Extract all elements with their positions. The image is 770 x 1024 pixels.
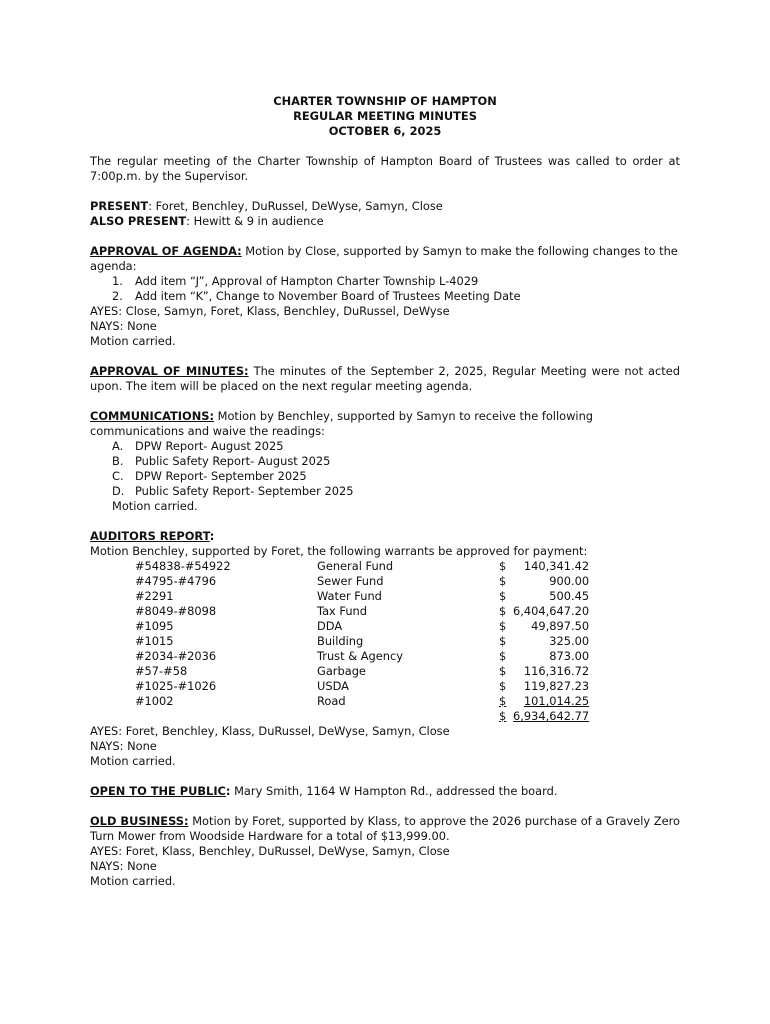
section-auditors (90, 529, 680, 769)
warrant-fund: Tax Fund (317, 604, 368, 618)
list-item (90, 469, 680, 484)
list-item-text: Public Safety Report- September 2025 (135, 484, 354, 498)
section-old-business (90, 814, 680, 889)
warrant-amount: 140,341.42 (523, 559, 590, 573)
auditors-heading-colon: : (209, 529, 215, 543)
currency-symbol: $ (499, 559, 507, 573)
total-currency-symbol: $ (499, 709, 507, 723)
agenda-text: Motion by Close, supported by Samyn to make the following changes to the agenda: (90, 244, 678, 273)
old-business-ayes: AYES: Foret, Klass, Benchley, DuRussel, DeWyse, Samyn, Close (90, 844, 450, 858)
communications-items (90, 439, 680, 499)
warrant-fund: USDA (317, 679, 349, 693)
present-value: : Foret, Benchley, DuRussel, DeWyse, Samyn, Close (148, 199, 443, 213)
currency-symbol: $ (499, 604, 507, 618)
section-communications (90, 409, 680, 514)
table-row (135, 619, 589, 634)
agenda-result: Motion carried. (90, 334, 176, 348)
list-item (90, 484, 680, 499)
communications-heading: COMMUNICATIONS: (90, 409, 215, 423)
warrant-fund: Garbage (317, 664, 366, 678)
minutes-paragraph (90, 364, 680, 394)
currency-symbol: $ (499, 574, 507, 588)
communications-result: Motion carried. (112, 499, 198, 513)
header-township: CHARTER TOWNSHIP OF HAMPTON (273, 94, 497, 108)
agenda-paragraph (90, 244, 680, 274)
auditors-ayes: AYES: Foret, Benchley, Klass, DuRussel, DeWyse, Samyn, Close (90, 724, 450, 738)
list-item-letter: B. (112, 454, 124, 468)
table-row (135, 589, 589, 604)
list-item-text: Public Safety Report- August 2025 (135, 454, 331, 468)
auditors-text: Motion Benchley, supported by Foret, the following warrants be approved for payment: (90, 544, 588, 558)
header-date: OCTOBER 6, 2025 (328, 124, 442, 138)
warrant-number: #4795-#4796 (135, 574, 217, 588)
warrant-number: #1015 (135, 634, 174, 648)
list-item (90, 454, 680, 469)
total-amount: 6,934,642.77 (513, 709, 590, 723)
table-row (135, 694, 589, 709)
table-row (135, 604, 589, 619)
currency-symbol: $ (499, 589, 507, 603)
intro-paragraph: The regular meeting of the Charter Township of Hampton Board of Trustees was called to order at 7:00p.m. by the Supervisor. (90, 154, 680, 183)
warrant-fund: Building (317, 634, 364, 648)
auditors-nays: NAYS: None (90, 739, 157, 753)
communications-paragraph (90, 409, 680, 439)
public-heading-colon: : (225, 784, 231, 798)
list-item-letter: A. (112, 439, 124, 453)
warrant-amount: 325.00 (549, 634, 590, 648)
currency-symbol: $ (499, 619, 507, 633)
old-business-result: Motion carried. (90, 874, 176, 888)
present-label: PRESENT (90, 199, 149, 213)
currency-symbol: $ (499, 664, 507, 678)
list-item-number: 1. (112, 274, 123, 288)
public-heading: OPEN TO THE PUBLIC (90, 784, 226, 798)
agenda-nays: NAYS: None (90, 319, 157, 333)
public-text: Mary Smith, 1164 W Hampton Rd., addressed the board. (230, 784, 558, 798)
warrant-number: #1025-#1026 (135, 679, 217, 693)
section-public (90, 784, 680, 799)
section-agenda (90, 244, 680, 349)
warrant-fund: Road (317, 694, 346, 708)
table-row (135, 559, 589, 574)
list-item-text: DPW Report- September 2025 (135, 469, 307, 483)
currency-symbol: $ (499, 679, 507, 693)
auditors-heading: AUDITORS REPORT (90, 529, 210, 543)
old-business-paragraph (90, 814, 680, 844)
warrant-number: #54838-#54922 (135, 559, 231, 573)
warrant-fund: General Fund (317, 559, 394, 573)
auditors-heading-line (90, 529, 680, 544)
present-line (90, 199, 680, 214)
list-item-text: DPW Report- August 2025 (135, 439, 284, 453)
also-present-line (90, 214, 680, 229)
also-present-label: ALSO PRESENT (90, 214, 187, 228)
warrant-amount: 116,316.72 (523, 664, 590, 678)
document-header (90, 94, 680, 139)
table-row (135, 664, 589, 679)
currency-symbol: $ (499, 634, 507, 648)
warrant-fund: DDA (317, 619, 343, 633)
warrant-number: #2034-#2036 (135, 649, 217, 663)
table-row (135, 574, 589, 589)
list-item-text: Add item “K”, Change to November Board of Trustees Meeting Date (135, 289, 521, 303)
list-item-letter: D. (112, 484, 125, 498)
warrant-fund: Sewer Fund (317, 574, 384, 588)
warrant-amount: 500.45 (549, 589, 590, 603)
old-business-heading: OLD BUSINESS: (90, 814, 189, 828)
list-item-letter: C. (112, 469, 124, 483)
warrant-number: #1095 (135, 619, 174, 633)
table-row (135, 649, 589, 664)
currency-symbol: $ (499, 649, 507, 663)
old-business-text: Motion by Foret, supported by Klass, to approve the 2026 purchase of a Gravely Zero Turn Mower from Woodside Hardware for a total of $13,999.00. (90, 814, 681, 843)
warrants-table (135, 559, 589, 724)
old-business-nays: NAYS: None (90, 859, 157, 873)
also-present-value: : Hewitt & 9 in audience (186, 214, 324, 228)
warrant-amount: 6,404,647.20 (513, 604, 590, 618)
warrant-amount: 49,897.50 (531, 619, 590, 633)
currency-symbol: $ (499, 694, 507, 708)
table-row (135, 679, 589, 694)
table-row (135, 634, 589, 649)
list-item (90, 439, 680, 454)
list-item (90, 274, 680, 289)
list-item (90, 289, 680, 304)
warrant-amount: 873.00 (549, 649, 590, 663)
header-doc-type: REGULAR MEETING MINUTES (293, 109, 477, 123)
list-item-number: 2. (112, 289, 123, 303)
warrant-fund: Water Fund (317, 589, 382, 603)
auditors-result: Motion carried. (90, 754, 176, 768)
communications-text: Motion by Benchley, supported by Samyn to receive the following communications and waive the readings: (90, 409, 594, 438)
agenda-ayes: AYES: Close, Samyn, Foret, Klass, Benchley, DuRussel, DeWyse (90, 304, 450, 318)
warrant-number: #57-#58 (135, 664, 188, 678)
minutes-body (90, 94, 680, 889)
warrant-number: #2291 (135, 589, 174, 603)
minutes-text: The minutes of the September 2, 2025, Regular Meeting were not acted upon. The item will be placed on the next regular meeting agenda. (90, 364, 680, 393)
list-item-text: Add item “J”, Approval of Hampton Charter Township L-4029 (135, 274, 479, 288)
warrant-amount: 101,014.25 (523, 694, 590, 708)
warrant-number: #8049-#8098 (135, 604, 217, 618)
warrant-number: #1002 (135, 694, 174, 708)
minutes-heading: APPROVAL OF MINUTES: (90, 364, 249, 378)
total-row (135, 709, 589, 724)
warrant-amount: 119,827.23 (523, 679, 590, 693)
warrant-fund: Trust & Agency (317, 649, 403, 663)
warrant-amount: 900.00 (549, 574, 590, 588)
agenda-heading: APPROVAL OF AGENDA: (90, 244, 242, 258)
public-paragraph (90, 784, 680, 799)
section-minutes (90, 364, 680, 394)
agenda-items (90, 274, 680, 304)
